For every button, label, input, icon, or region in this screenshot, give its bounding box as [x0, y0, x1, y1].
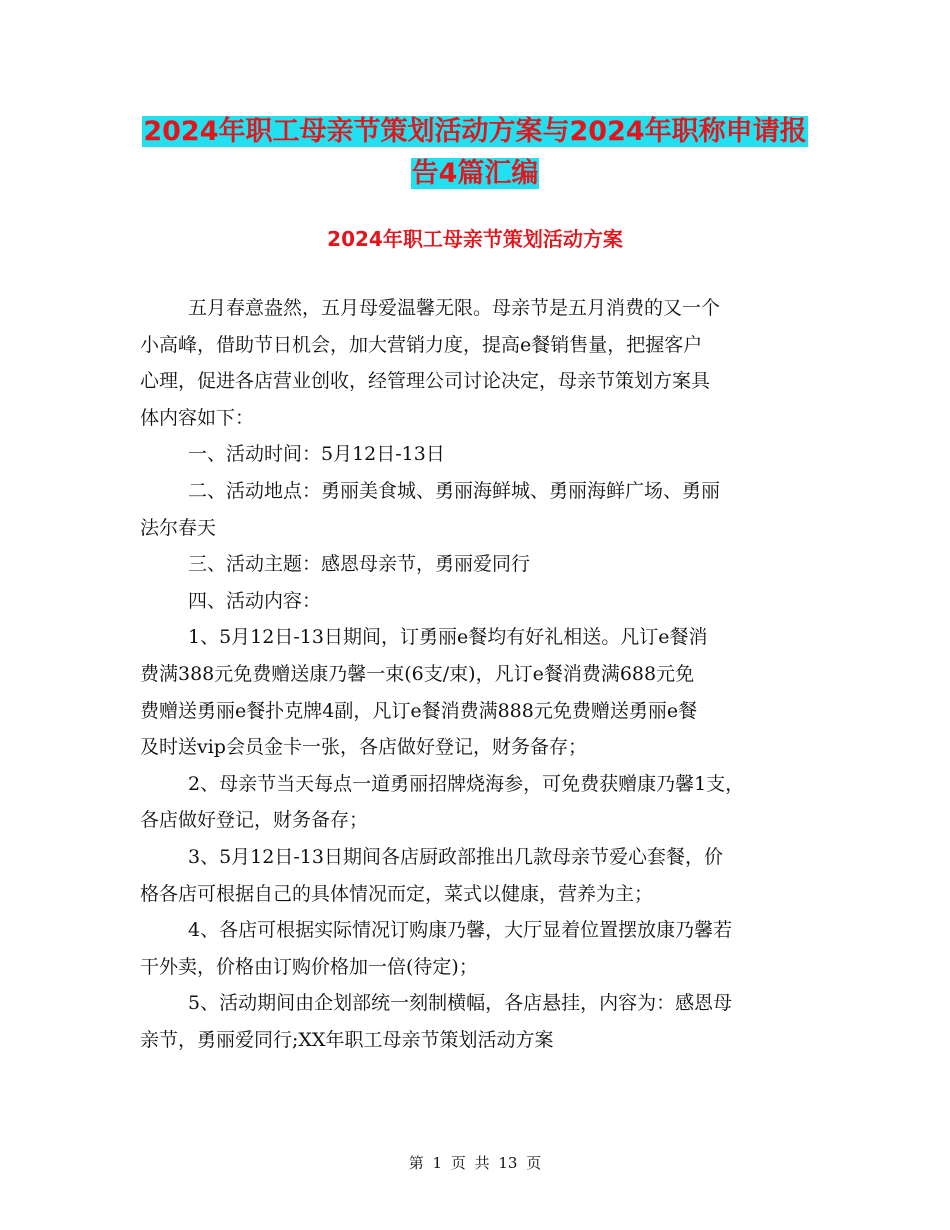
document-title-line-2	[0, 154, 950, 194]
title-highlight: 告4篇汇编	[411, 158, 539, 189]
body-line: 体内容如下：	[140, 406, 255, 429]
body-line: 格各店可根据自己的具体情况而定，菜式以健康，营养为主；	[140, 882, 654, 905]
body-line: 三、活动主题：感恩母亲节，勇丽爱同行	[188, 553, 531, 576]
body-line: 费满388元免费赠送康乃馨一束(6支/束)，凡订e餐消费满688元免	[140, 662, 695, 685]
body-text	[140, 290, 805, 1058]
body-line: 费赠送勇丽e餐扑克牌4副，凡订e餐消费满888元免费赠送勇丽e餐	[140, 699, 698, 722]
body-line: 四、活动内容：	[188, 589, 322, 612]
document-title-line-1	[0, 112, 950, 152]
body-line: 2、母亲节当天每点一道勇丽招牌烧海参，可免费获赠康乃馨1支，	[188, 772, 745, 795]
section-title: 2024年职工母亲节策划活动方案	[327, 227, 623, 251]
body-line: 5、活动期间由企划部统一刻制横幅，各店悬挂，内容为：感恩母	[188, 992, 733, 1015]
body-line: 3、5月12日-13日期间各店厨政部推出几款母亲节爱心套餐，价	[188, 845, 723, 868]
body-line: 法尔春天	[140, 516, 217, 539]
body-line: 各店做好登记，财务备存；	[140, 809, 369, 832]
body-line: 心理，促进各店营业创收，经管理公司讨论决定，母亲节策划方案具	[140, 370, 711, 393]
body-line: 亲节，勇丽爱同行;XX年职工母亲节策划活动方案	[140, 1028, 554, 1051]
body-line: 干外卖，价格由订购价格加一倍(待定)；	[140, 955, 478, 978]
body-line: 小高峰，借助节日机会，加大营销力度，提高e餐销售量，把握客户	[140, 333, 703, 356]
body-line: 二、活动地点：勇丽美食城、勇丽海鲜城、勇丽海鲜广场、勇丽	[188, 479, 721, 502]
body-line: 五月春意盎然，五月母爱温馨无限。母亲节是五月消费的又一个	[188, 297, 721, 319]
body-line: 1、5月12日-13日期间，订勇丽e餐均有好礼相送。凡订e餐消	[188, 626, 708, 649]
body-line: 及时送vip会员金卡一张，各店做好登记，财务备存；	[140, 736, 587, 759]
body-line: 4、各店可根据实际情况订购康乃馨，大厅显着位置摆放康乃馨若	[188, 919, 733, 942]
page-number-footer: 第 1 页 共 13 页	[408, 1154, 542, 1172]
body-line: 一、活动时间：5月12日-13日	[188, 443, 445, 466]
title-highlight: 2024年职工母亲节策划活动方案与2024年职称申请报	[143, 116, 807, 147]
